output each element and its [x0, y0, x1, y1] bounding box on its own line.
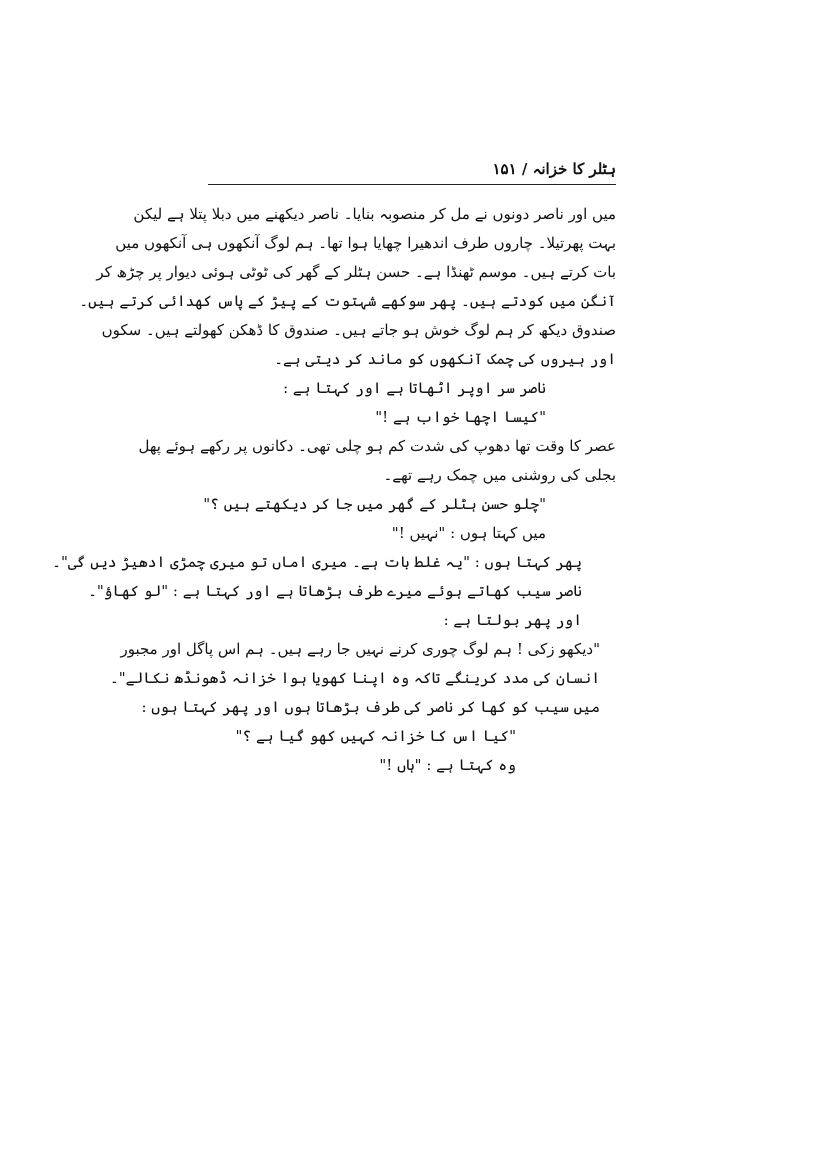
paragraph-line: اور پھر بولتا ہے :: [443, 611, 582, 629]
dialogue-line: ناصر سیب کھاتے ہوئے میرے طرف بڑھاتا ہے اور کہتا ہے : "لو کھاؤ"۔: [88, 582, 582, 600]
paragraph-line: ناصر سر اوپر اٹھاتا ہے اور کہتا ہے :: [283, 379, 546, 397]
paragraph-line: میں سیب کو کھا کر ناصر کی طرف بڑھاتا ہوں اور پھر کہتا ہوں :: [141, 698, 600, 716]
dialogue-line: میں کہتا ہوں : "نہیں !": [391, 524, 546, 542]
dialogue-line: "دیکھو زکی ! ہم لوگ چوری کرنے نہیں جا رہے ہیں۔ ہم اس پاگل اور مجبور: [120, 640, 600, 658]
paragraph-line: اور ہیروں کی چمک آنکھوں کو ماند کر دیتی ہے۔: [274, 350, 616, 368]
dialogue-line: پھر کہتا ہوں : "یہ غلط بات ہے۔ میری اماں تو میری چمڑی ادھیڑ دیں گی"۔: [52, 553, 582, 571]
paragraph-line: بجلی کی روشنی میں چمک رہے تھے۔: [383, 466, 616, 484]
dialogue-line: وہ کہتا ہے : "ہاں !": [379, 756, 516, 774]
paragraph-line: عصر کا وقت تھا دھوپ کی شدت کم ہو چلی تھی۔ دکانوں پر رکھے ہوئے پھل: [138, 437, 616, 455]
paragraph-line: آنگن میں کودتے ہیں۔ پھر سوکھے شہتوت کے پیڑ کے پاس کھدائی کرتے ہیں۔: [79, 292, 616, 310]
dialogue-line: "کیا اس کا خزانہ کہیں کھو گیا ہے ؟": [235, 727, 516, 745]
page-header: [208, 158, 616, 185]
body-text: [52, 200, 616, 880]
paragraph-line: بات کرتے ہیں۔ موسم ٹھنڈا ہے۔ حسن ہٹلر کے گھر کی ٹوٹی ہوئی دیوار پر چڑھ کر: [96, 263, 616, 281]
running-title: ہٹلر کا خزانہ / ۱۵۱: [492, 160, 616, 178]
paragraph-line: صندوق دیکھ کر ہم لوگ خوش ہو جاتے ہیں۔ صندوق کا ڈھکن کھولتے ہیں۔ سکوں: [101, 321, 616, 339]
dialogue-line: "کیسا اچھا خواب ہے !": [375, 408, 546, 426]
dialogue-line: "چلو حسن ہٹلر کے گھر میں جا کر دیکھتے ہیں ؟": [203, 495, 546, 513]
dialogue-line: انسان کی مدد کرینگے تاکہ وہ اپنا کھویا ہوا خزانہ ڈھونڈھ نکالے"۔: [109, 669, 600, 687]
paragraph-line: میں اور ناصر دونوں نے مل کر منصوبہ بنایا۔ ناصر دیکھنے میں دبلا پتلا ہے لیکن: [133, 205, 616, 223]
paragraph-line: بہت پھرتیلا۔ چاروں طرف اندھیرا چھایا ہوا تھا۔ ہم لوگ آنکھوں ہی آنکھوں میں: [115, 234, 616, 252]
